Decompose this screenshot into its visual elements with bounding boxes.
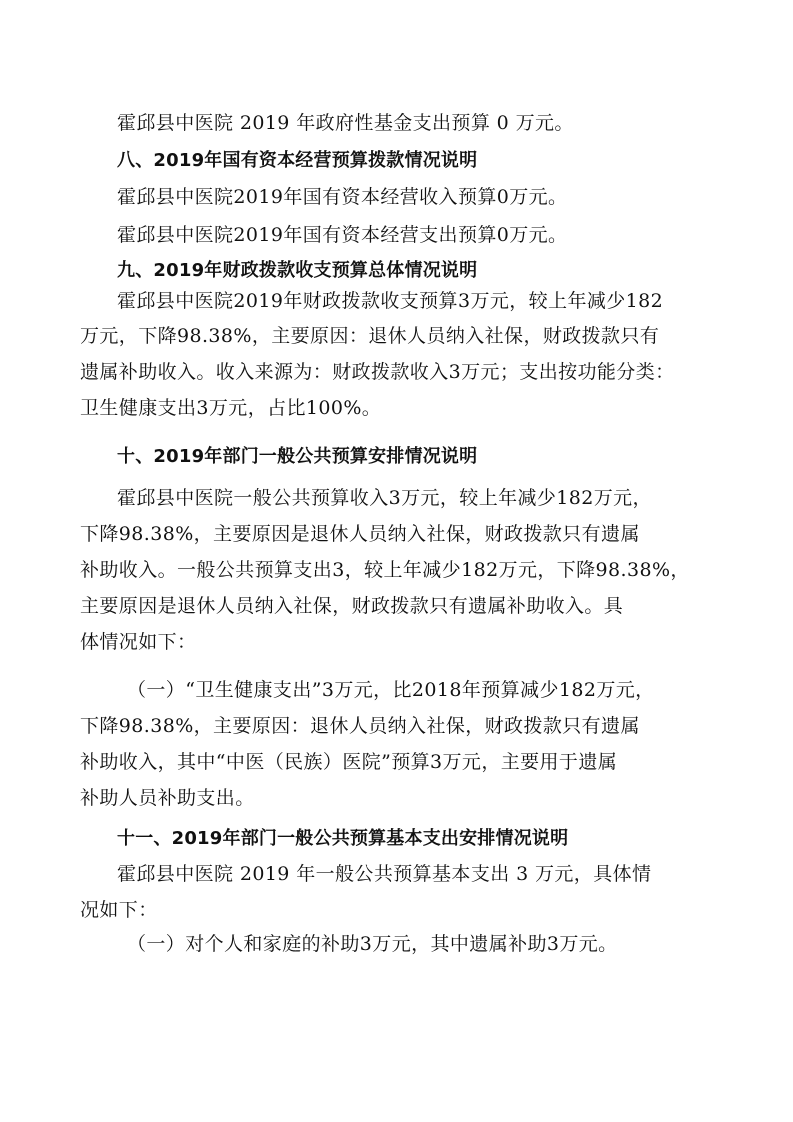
paragraph-text: 补助人员补助支出。: [80, 787, 255, 809]
section-heading-8: 八、2019年国有资本经营预算拨款情况说明: [117, 150, 478, 171]
section-heading-10: 十、2019年部门一般公共预算安排情况说明: [117, 446, 478, 467]
paragraph-text: 卫生健康支出3万元，占比100%。: [80, 397, 382, 419]
paragraph-text: 遗属补助收入。收入来源为：财政拨款收入3万元；支出按功能分类：: [80, 361, 675, 383]
paragraph-text: 下降98.38%，主要原因：退休人员纳入社保，财政拨款只有遗属: [80, 715, 640, 737]
paragraph-text: 霍邱县中医院2019年国有资本经营支出预算0万元。: [117, 224, 568, 246]
paragraph-text: 霍邱县中医院一般公共预算收入3万元，较上年减少182万元，: [117, 487, 652, 509]
section-heading-9: 九、2019年财政拨款收支预算总体情况说明: [117, 260, 478, 281]
paragraph-text: 霍邱县中医院2019年财政拨款收支预算3万元，较上年减少182: [117, 290, 664, 312]
paragraph-text: 霍邱县中医院 2019 年政府性基金支出预算 0 万元。: [117, 112, 574, 134]
paragraph-text: 体情况如下：: [80, 631, 197, 653]
section-heading-11: 十一、2019年部门一般公共预算基本支出安排情况说明: [117, 828, 569, 849]
paragraph-text: 万元，下降98.38%，主要原因：退休人员纳入社保，财政拨款只有: [80, 325, 660, 347]
paragraph-text: 下降98.38%，主要原因是退休人员纳入社保，财政拨款只有遗属: [80, 523, 640, 545]
paragraph-text: 补助收入。一般公共预算支出3，较上年减少182万元，下降98.38%，: [80, 559, 690, 581]
paragraph-text: （一）对个人和家庭的补助3万元，其中遗属补助3万元。: [127, 933, 618, 955]
paragraph-text: 补助收入，其中“中医（民族）医院”预算3万元，主要用于遗属: [80, 751, 618, 773]
paragraph-text: （一）“卫生健康支出”3万元，比2018年预算减少182万元，: [127, 679, 655, 701]
paragraph-text: 霍邱县中医院2019年国有资本经营收入预算0万元。: [117, 186, 568, 208]
paragraph-text: 霍邱县中医院 2019 年一般公共预算基本支出 3 万元，具体情: [117, 863, 652, 885]
paragraph-text: 主要原因是退休人员纳入社保，财政拨款只有遗属补助收入。具: [80, 595, 624, 617]
paragraph-text: 况如下：: [80, 899, 158, 921]
